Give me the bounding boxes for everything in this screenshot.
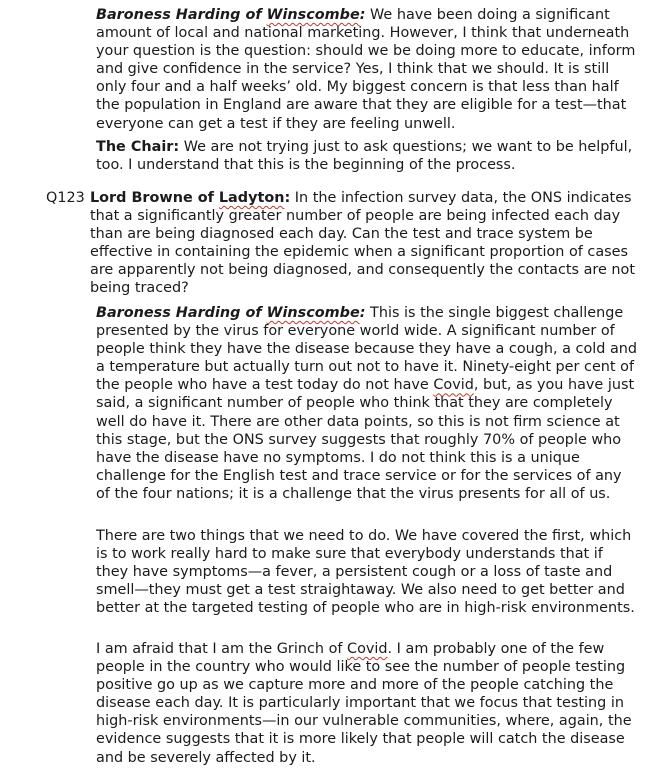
- chair-paragraph: [96, 138, 638, 174]
- speaker-name: Baroness Harding of Winscombe:: [96, 7, 366, 23]
- chair-text: We are not trying just to ask questions; we want to be helpful, too. I understand that this is the beginning of the process.: [96, 139, 633, 174]
- covid-word: Covid: [433, 377, 474, 394]
- answer-paragraph: Baroness Harding of Winscombe: This is the single biggest challenge presented by the virus for everyone world wide. A significant number of people think they have the disease because they have a cough, a cold and a temperature but actually turn out not to have it. Ninety-eight per cent of the people who have a test today do not have Covid, but, as you have just said, a significant number of people who think that they are completely well do have it. There are other data points, so this is not firm science at this stage, but the ONS survey suggests that roughly 70% of people who have the disease have no symptoms. I do not think this is a unique challenge for the English test and trace service or for the services of any of the four nations; it is a challenge that the virus presents for all of us.: [96, 305, 638, 502]
- speaker-name: Baroness Harding of Winscombe:: [96, 305, 366, 321]
- answer-text: There are two things that we need to do. We have covered the first, which is to work really hard to make sure that everybody understands that if they have symptoms—a fever, a persistent cough or a loss of taste and smell—they must get a test straightaway. We also need to get better and better at the targeted testing of people who are in high-risk environments.: [96, 528, 635, 617]
- question-paragraph: [90, 189, 638, 298]
- speaker-name: Lord Browne of Ladyton:: [90, 190, 291, 206]
- answer-paragraph: I am afraid that I am the Grinch of Covid. I am probably one of the few people in the country who would like to see the number of people testing positive go up as we capture more and more of the people catching the disease each day. It is particularly important that we focus that testing in high-risk environments—in our vulnerable communities, where, again, the evidence suggests that it is more likely that people will catch the disease and be severely affected by it.: [96, 641, 632, 766]
- answer-paragraph: [96, 527, 638, 617]
- answer-paragraph: [96, 6, 638, 133]
- covid-word: Covid: [347, 641, 388, 657]
- question-text: In the infection survey data, the ONS indicates that a significantly greater number of people are being infected each day than are being diagnosed each day. Can the test and trace system be effective in containing the epidemic when a significant proportion of cases are apparently not being diagnosed, and consequently the contacts are not being traced?: [90, 190, 635, 297]
- speaker-name: The Chair:: [96, 139, 180, 155]
- question-number: Q123: [46, 190, 85, 206]
- answer-text: We have been doing a significant amount of local and national marketing. However, I think that underneath your question is the question: should we be doing more to educate, inform and give confidence in the service? Yes, I think that we should. It is still only four and a half weeks’ old. My biggest concern is that less than half the population in England are aware that they are eligible for a test—that everyone can get a test if they are feeling unwell.: [96, 7, 636, 132]
